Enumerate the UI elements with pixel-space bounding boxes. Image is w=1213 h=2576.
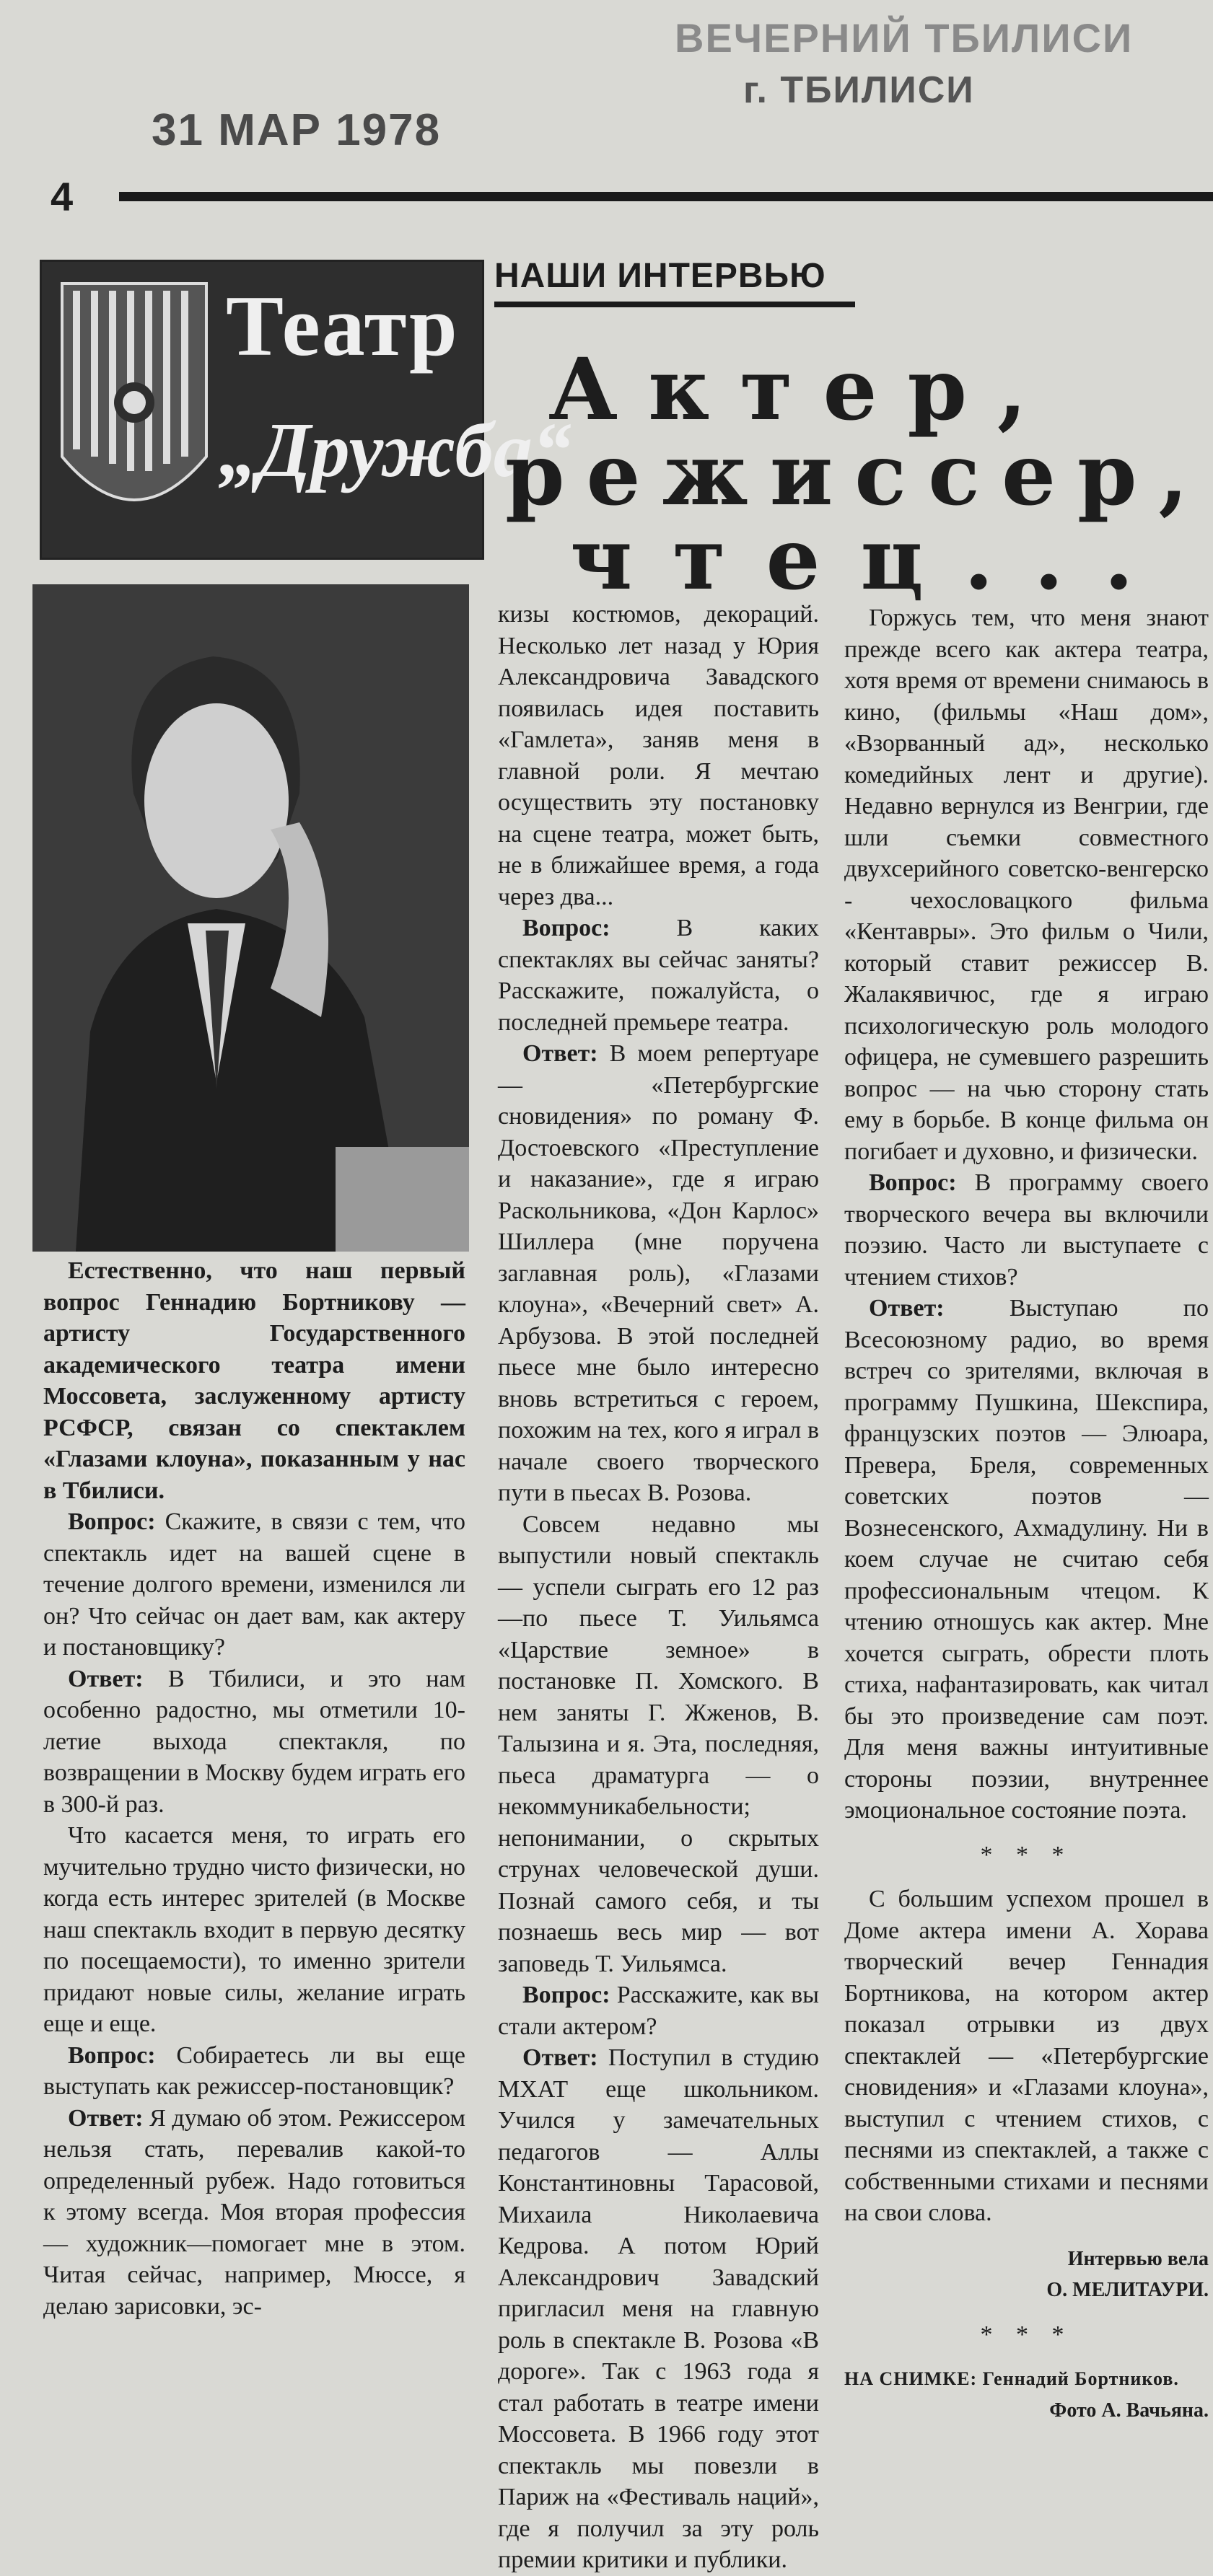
answer-label: Ответ: bbox=[68, 1665, 144, 1692]
question-label: Вопрос: bbox=[522, 915, 610, 941]
headline-line-3: чтец... bbox=[570, 509, 1174, 609]
paragraph: Горжусь тем, что меня знают прежде всего как актера театра, хотя время от времени снимаюсь в кино, (фильмы «Наш дом», «Взорванный ад», несколько комедийных лент и другие). Недавно вернулся из Венгрии, где шли съемки совместного двухсерийного советско-венгерско - чехословацкого фильма «Кентавры». Это фильм о Чили, который ставит режиссер В. Жалакявичюс, где я играю психологическую роль молодого офицера, не сумевшего разрешить вопрос — на чью сторону стать ему в борьбе. В конце фильма он погибает и духовно, и физически. bbox=[844, 605, 1209, 1165]
question-text: Собираетесь ли вы еще выступать как режиссер-постановщик? bbox=[43, 2041, 465, 2100]
interviewer-name: О. МЕЛИТАУРИ. bbox=[1046, 2279, 1209, 2301]
answer-text: Я думаю об этом. Режиссером нельзя стать, перевалив какой-то определенный рубеж. Надо готовиться к этому всегда. Моя вторая профессия — художник—помогает мне в этом. Читая сейчас, например, Мюссе, я делаю зарисовки, эс- bbox=[43, 2104, 465, 2320]
logo-title-theater: Театр bbox=[226, 278, 459, 374]
column-1 bbox=[43, 1255, 465, 2322]
theater-logo bbox=[40, 260, 572, 560]
portrait-figure bbox=[32, 584, 469, 1252]
rubric-underline bbox=[494, 302, 855, 307]
paragraph: Что касается меня, то играть его мучительно трудно чисто физически, но когда есть интерес зрителей (в Москве наш спектакль входит в первую десятку по посещаемости), то именно зрители придают новые силы, желание играть еще и еще. bbox=[43, 1822, 465, 2037]
question-text: Скажите, в связи с тем, что спектакль идет на вашей сцене в течение долгого времени, изменился ли он? Что сейчас он дает вам, как актеру и постановщику? bbox=[43, 1508, 465, 1661]
photo-credit: Фото А. Вачьяна. bbox=[1049, 2399, 1209, 2422]
paragraph: кизы костюмов, декораций. Несколько лет назад у Юрия Александровича Завадского появилась идея поставить «Гамлета», заняв меня в главной роли. Я мечтаю осуществить эту постановку на сцене театра, может быть, не в ближайшее время, а года через два... bbox=[498, 601, 819, 910]
city-stamp: г. ТБИЛИСИ bbox=[743, 69, 975, 111]
separator-stars: * * * bbox=[980, 2321, 1073, 2348]
question-text: В каких спектаклях вы сейчас заняты? Расскажите, пожалуйста, о последней премьере театра. bbox=[498, 915, 819, 1036]
intro-text: Естественно, что наш первый вопрос Геннадию Бортникову — артисту Государственного академического театра имени Моссовета, заслуженному артисту РСФСР, связан со спектаклем «Глазами клоуна», показанным у нас в Тбилиси. bbox=[43, 1257, 465, 1504]
answer-label: Ответ: bbox=[522, 2044, 598, 2071]
theater-emblem-icon bbox=[55, 276, 214, 543]
paragraph: Совсем недавно мы выпустили новый спектакль — успели сыграть его 12 раз—по пьесе Т. Уильямса «Царствие земное» в постановке П. Хомского. В нем заняты Г. Жженов, В. Талызина и я. Эта, последняя, пьеса драматурга — о некоммуникабельности; непонимании, о скрытых струнах человеческой души. Познай самого себя, и ты познаешь весь мир — вот заповедь Т. Уильямса. bbox=[498, 1511, 819, 1977]
headline-line-2: режиссер, bbox=[505, 424, 1210, 524]
top-rule bbox=[119, 192, 1213, 201]
headline-line-1: Актер, bbox=[548, 339, 1058, 439]
portrait-photo bbox=[32, 584, 469, 1252]
question-label: Вопрос: bbox=[869, 1169, 957, 1196]
answer-label: Ответ: bbox=[68, 2104, 144, 2132]
photo-caption: НА СНИМКЕ: Геннадий Бортников. bbox=[844, 2368, 1179, 2389]
rubric-title: НАШИ ИНТЕРВЬЮ bbox=[494, 257, 826, 295]
separator-stars: * * * bbox=[980, 1841, 1073, 1868]
question-label: Вопрос: bbox=[522, 1982, 610, 2008]
answer-text: В Тбилиси, и это нам особенно радостно, мы отметили 10-летие выхода спектакля, по возвращении в Москву будем играть его в 300-й раз. bbox=[43, 1665, 465, 1818]
question-text: Расскажите, как вы стали актером? bbox=[498, 1982, 819, 2040]
paragraph: С большим успехом прошел в Доме актера имени А. Хорава творческий вечер Геннадия Бортникова, на котором актер показал отрывки из двух спектаклей — «Петербургские сновидения» и «Глазами клоуна», выступил с чтением стихов, с песнями из спектаклей, а также с собственными стихами и песнями на свои слова. bbox=[844, 1886, 1209, 2226]
answer-text: Поступил в студию МХАТ еще школьником. Учился у замечательных педагогов — Аллы Константиновны Тарасовой, Михаила Николаевича Кедрова. А потом Юрий Александрович Завадский пригласил меня на главную роль в спектакле В. Розова «В дороге». Так с 1963 года я стал работать в театре имени Моссовета. В 1966 году этот спектакль мы повезли в Париж на «Фестиваль наций», где я получил за эту роль премии критики и публики. bbox=[498, 2044, 819, 2573]
newspaper-stamp: ВЕЧЕРНИЙ ТБИЛИСИ bbox=[675, 15, 1134, 61]
answer-text: Выступаю по Всесоюзному радио, во время встреч со зрителями, включая в программу Пушкина, Шекспира, французских поэтов — Элюара, Превера, Бреля, современных советских поэтов — Вознесенского, Ахмадулину. Ни в коем случае не считаю себя профессиональным чтецом. К чтению отношусь как актер. Мне хочется сыграть, обрести плоть стиха, нафантазировать, как читал бы это произведение сам поэт. Для меня важны интуитивные стороны поэзии, внутреннее эмоциональное состояние поэта. bbox=[844, 1295, 1209, 1824]
page-number: 4 bbox=[51, 174, 74, 219]
answer-label: Ответ: bbox=[522, 1040, 598, 1067]
column-2 bbox=[498, 599, 819, 2576]
answer-text: В моем репертуаре — «Петербургские сновидения» по роману Ф. Достоевского «Преступление и наказание», где я играю Раскольникова, «Дон Карлос» Шиллера (мне поручена заглавная роль), «Глазами клоуна», «Вечерний свет» А. Арбузова. В этой последней пьесе мне было интересно вновь встретиться с героем, похожим на тех, кого я играл в начале своего творческого пути в пьесах В. Розова. bbox=[498, 1040, 819, 1506]
logo-title-druzhba: „Дружба“ bbox=[219, 408, 572, 493]
interviewer-label: Интервью вела bbox=[1067, 2247, 1209, 2270]
question-label: Вопрос: bbox=[68, 2041, 156, 2069]
answer-label: Ответ: bbox=[869, 1295, 945, 1322]
question-text: В программу своего творческого вечера вы включили поэзию. Часто ли выступаете с чтением стихов? bbox=[844, 1169, 1209, 1291]
date-stamp: 31 МАР 1978 bbox=[152, 105, 442, 155]
question-label: Вопрос: bbox=[68, 1508, 156, 1535]
column-3 bbox=[844, 602, 1209, 2426]
